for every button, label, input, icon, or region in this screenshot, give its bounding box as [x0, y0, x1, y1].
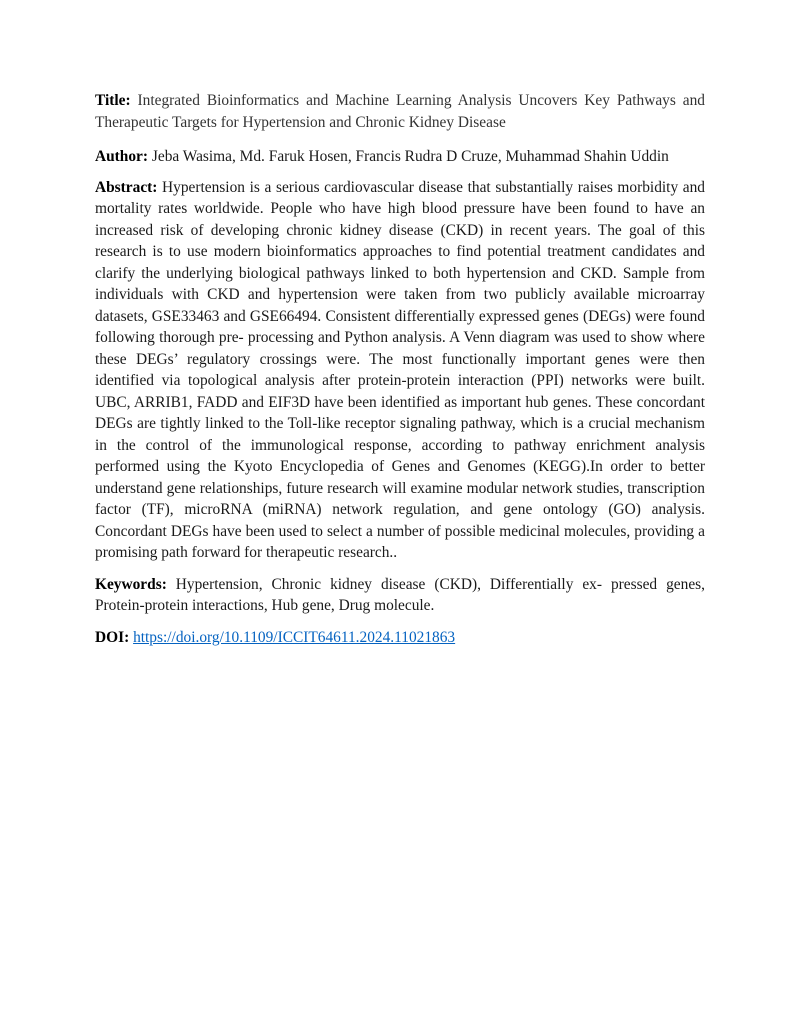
doi-link[interactable]: https://doi.org/10.1109/ICCIT64611.2024.11021863 [133, 628, 456, 646]
keywords-block [95, 574, 705, 617]
paper-content [95, 90, 705, 659]
title-block [95, 90, 705, 133]
keywords-label: Keywords: [95, 575, 167, 593]
author-block [95, 146, 705, 168]
doi-block [95, 627, 705, 649]
doi-label: DOI: [95, 628, 130, 646]
title-label: Title: [95, 92, 131, 109]
paper-title: Integrated Bioinformatics and Machine Learning Analysis Uncovers Key Pathways and Therapeutic Targets for Hypertension and Chronic Kidney Disease [95, 92, 705, 131]
abstract-label: Abstract: [95, 178, 158, 196]
abstract-text: Hypertension is a serious cardiovascular disease that substantially raises morbidity and mortality rates worldwide. People who have high blood pressure have been found to have an increased risk of developing chronic kidney disease (CKD) in recent years. The goal of this research is to use modern bioinformatics approaches to find potential treatment candidates and clarify the underlying biological pathways linked to both hypertension and CKD. Sample from individuals with CKD and hypertension were taken from two publicly available microarray datasets, GSE33463 and GSE66494. Consistent differentially expressed genes (DEGs) were found following thorough pre- processing and Python analysis. A Venn diagram was used to show where these DEGs’ regulatory crossings were. The most functionally important genes were then identified via topological analysis after protein-protein interaction (PPI) networks were built. UBC, ARRIB1, FADD and EIF3D have been identified as important hub genes. These concordant DEGs are tightly linked to the Toll-like receptor signaling pathway, which is a crucial mechanism in the control of the immunological response, according to pathway enrichment analysis performed using the Kyoto Encyclopedia of Genes and Genomes (KEGG).In order to better understand gene relationships, future research will examine modular network studies, transcription factor (TF), microRNA (miRNA) network regulation, and gene ontology (GO) analysis. Concordant DEGs have been used to select a number of possible medicinal molecules, providing a promising path forward for therapeutic research.. [95, 178, 705, 561]
keywords-text: Hypertension, Chronic kidney disease (CKD), Differentially ex- pressed genes, Protein-protein interactions, Hub gene, Drug molecule. [95, 575, 705, 614]
author-label: Author: [95, 148, 149, 165]
abstract-block [95, 177, 705, 564]
author-list: Jeba Wasima, Md. Faruk Hosen, Francis Rudra D Cruze, Muhammad Shahin Uddin [151, 148, 669, 165]
